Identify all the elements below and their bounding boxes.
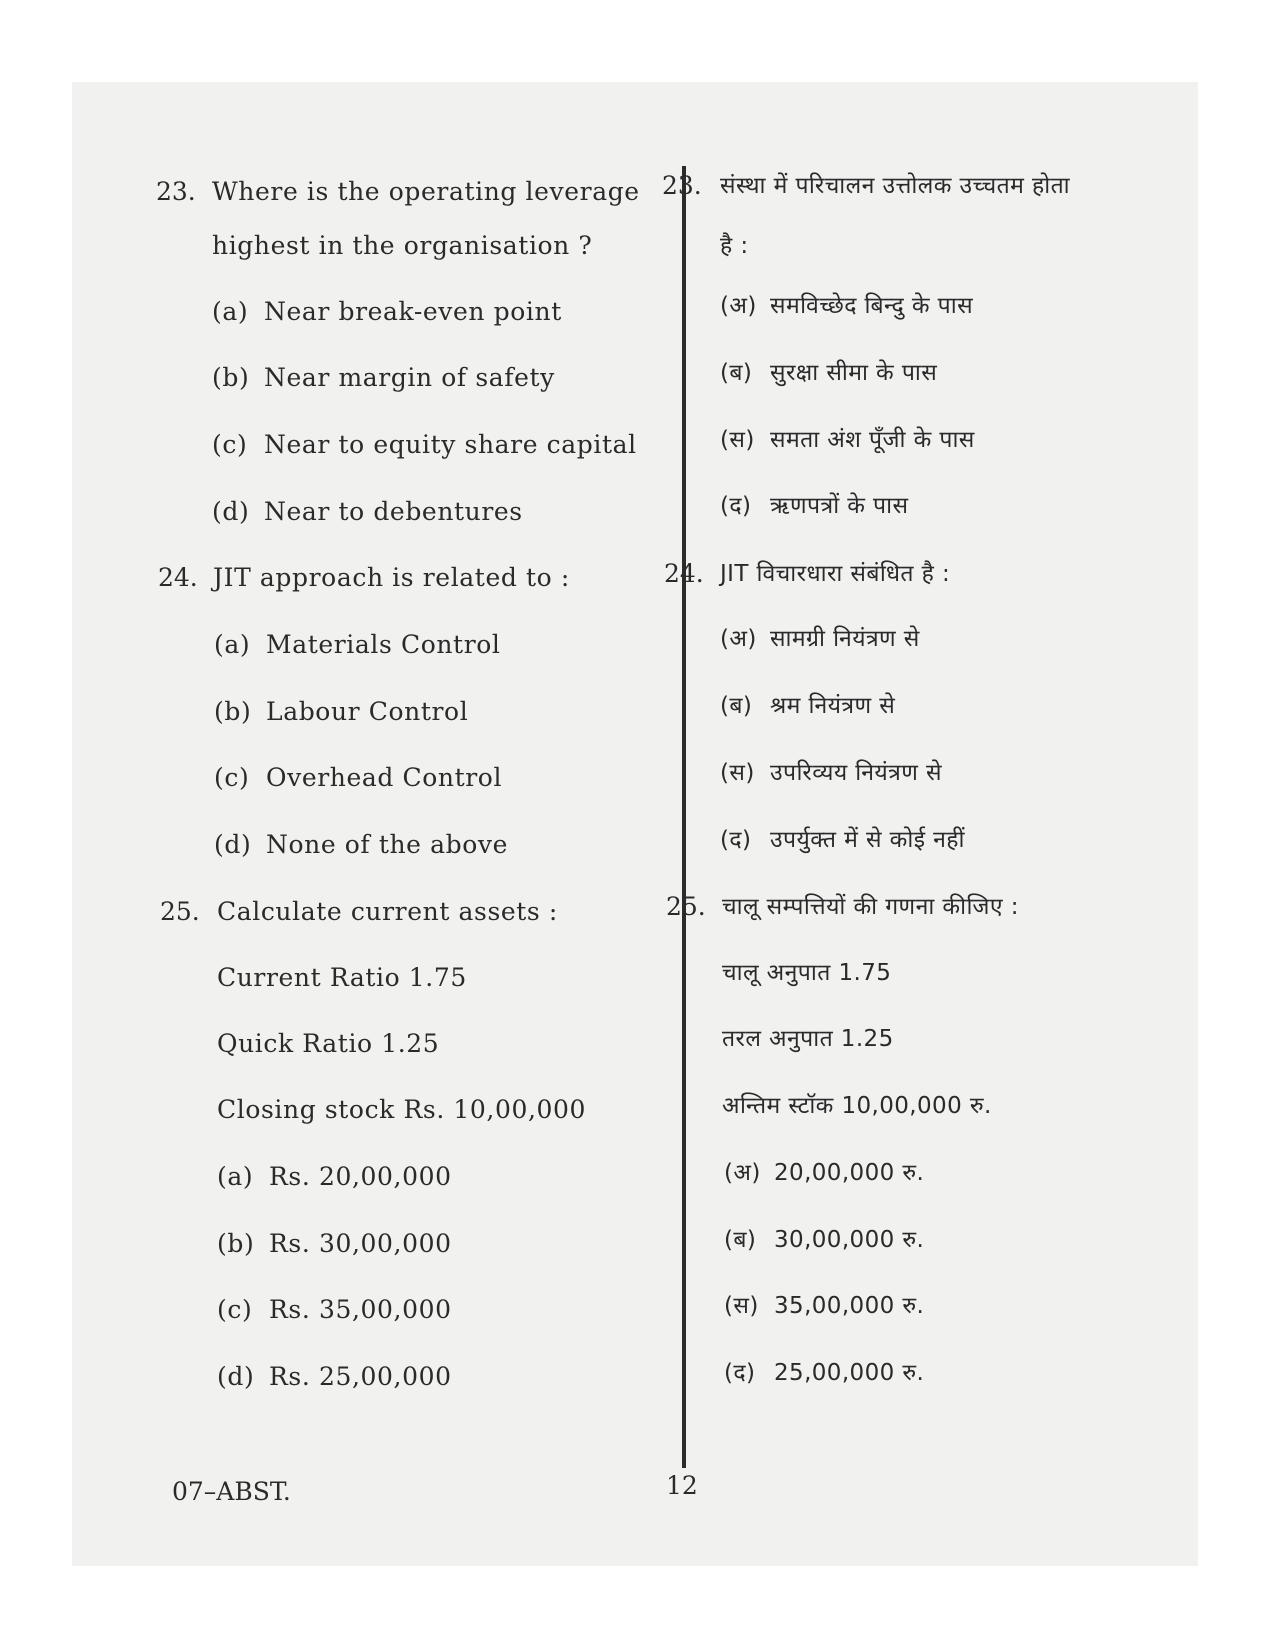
option-label: (द) — [720, 493, 752, 519]
option-text: 25,00,000 रु. — [774, 1360, 925, 1386]
question-text: है : — [720, 233, 749, 259]
option-text: Labour Control — [266, 697, 469, 726]
option-label: (b) — [212, 363, 250, 392]
option-text: श्रम नियंत्रण से — [770, 693, 896, 719]
option-label: (a) — [214, 630, 251, 659]
option-label: (a) — [212, 297, 249, 326]
option-label: (b) — [214, 697, 252, 726]
option-text: 30,00,000 रु. — [774, 1227, 925, 1253]
option-label: (d) — [214, 830, 252, 859]
given-data: Closing stock Rs. 10,00,000 — [217, 1095, 587, 1124]
option-label: (स) — [720, 760, 755, 786]
given-data: तरल अनुपात 1.25 — [722, 1026, 894, 1052]
paper-code: 07–ABST. — [172, 1477, 291, 1506]
option-text: ऋणपत्रों के पास — [770, 493, 909, 519]
question-text: JIT approach is related to : — [213, 563, 570, 592]
given-data: Quick Ratio 1.25 — [217, 1029, 440, 1058]
question-number: 25. — [160, 897, 200, 926]
given-data: अन्तिम स्टॉक 10,00,000 रु. — [722, 1093, 992, 1119]
option-text: Overhead Control — [266, 763, 503, 792]
option-text: सामग्री नियंत्रण से — [770, 626, 920, 652]
question-text: संस्था में परिचालन उत्तोलक उच्चतम होता — [720, 173, 1071, 199]
option-text: Rs. 35,00,000 — [269, 1295, 452, 1324]
question-number: 25. — [666, 892, 706, 921]
option-label: (स) — [720, 427, 755, 453]
option-text: Near to debentures — [264, 497, 523, 526]
option-label: (स) — [724, 1293, 759, 1319]
option-label: (ब) — [720, 693, 753, 719]
question-text: JIT विचारधारा संबंधित है : — [720, 561, 951, 587]
option-text: Rs. 25,00,000 — [269, 1362, 452, 1391]
option-text: None of the above — [266, 830, 508, 859]
page-number: 12 — [666, 1471, 698, 1500]
option-label: (c) — [212, 430, 248, 459]
option-label: (ब) — [724, 1227, 757, 1253]
option-text: Materials Control — [266, 630, 501, 659]
question-text: highest in the organisation ? — [212, 231, 593, 260]
option-text: 35,00,000 रु. — [774, 1293, 925, 1319]
option-text: Near to equity share capital — [264, 430, 637, 459]
option-text: Near break-even point — [264, 297, 562, 326]
option-text: समविच्छेद बिन्दु के पास — [770, 293, 974, 319]
question-number: 23. — [156, 177, 196, 206]
option-label: (d) — [217, 1362, 255, 1391]
option-label: (अ) — [720, 293, 757, 319]
question-number: 24. — [158, 563, 198, 592]
given-data: चालू अनुपात 1.75 — [722, 960, 892, 986]
option-label: (d) — [212, 497, 250, 526]
question-number: 24. — [664, 559, 704, 588]
question-text: चालू सम्पत्तियों की गणना कीजिए : — [722, 894, 1019, 920]
option-label: (ब) — [720, 360, 753, 386]
given-data: Current Ratio 1.75 — [217, 963, 467, 992]
option-label: (c) — [214, 763, 250, 792]
question-text: Calculate current assets : — [217, 897, 558, 926]
option-text: उपर्युक्त में से कोई नहीं — [770, 827, 965, 853]
option-label: (द) — [724, 1360, 756, 1386]
option-label: (b) — [217, 1229, 255, 1258]
question-number: 23. — [662, 171, 702, 200]
option-text: Near margin of safety — [264, 363, 555, 392]
option-text: Rs. 20,00,000 — [269, 1162, 452, 1191]
option-label: (अ) — [720, 626, 757, 652]
option-text: Rs. 30,00,000 — [269, 1229, 452, 1258]
option-label: (अ) — [724, 1160, 761, 1186]
option-text: 20,00,000 रु. — [774, 1160, 925, 1186]
option-text: समता अंश पूँजी के पास — [770, 427, 975, 453]
option-label: (द) — [720, 827, 752, 853]
option-label: (a) — [217, 1162, 254, 1191]
option-label: (c) — [217, 1295, 253, 1324]
option-text: उपरिव्यय नियंत्रण से — [770, 760, 942, 786]
question-text: Where is the operating leverage — [212, 177, 640, 206]
column-divider — [682, 166, 686, 1468]
option-text: सुरक्षा सीमा के पास — [770, 360, 938, 386]
